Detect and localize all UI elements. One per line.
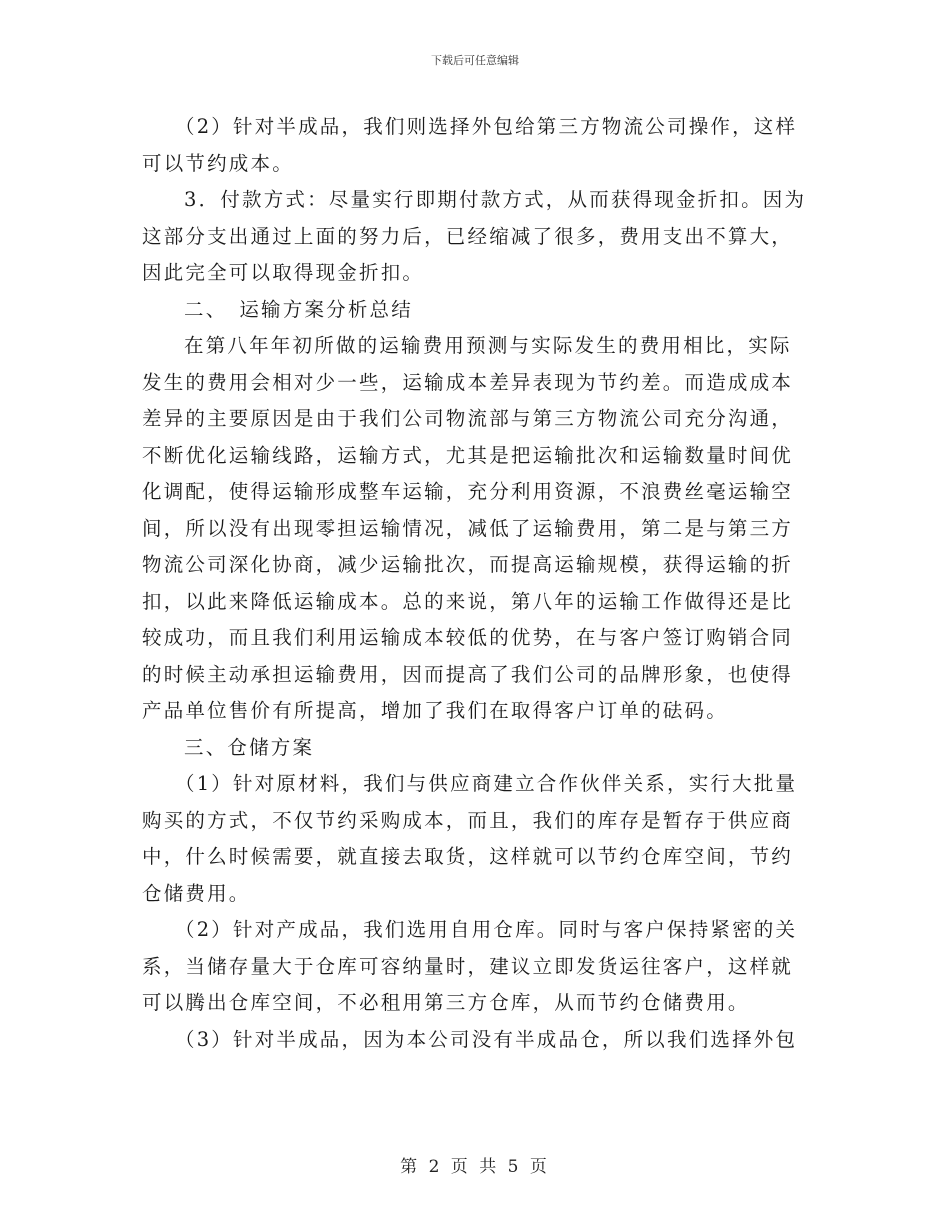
paragraph-line: （1）针对原材料，我们与供应商建立合作伙伴关系，实行大批量 <box>175 772 798 795</box>
paragraph-line: 的时候主动承担运输费用，因而提高了我们公司的品牌形象，也使得 <box>142 662 794 686</box>
paragraph-line: （3）针对半成品，因为本公司没有半成品仓，所以我们选择外包 <box>175 1027 798 1051</box>
paragraph-line: （2）针对产成品，我们选用自用仓库。同时与客户保持紧密的关 <box>175 918 798 941</box>
page-footer: 第 2 页 共 5 页 <box>400 1157 550 1177</box>
section-heading: 二、 运输方案分析总结 <box>184 297 413 321</box>
paragraph-line: 因此完全可以取得现金折扣。 <box>142 261 425 284</box>
paragraph-line: 可以腾出仓库空间，不必租用第三方仓库，从而节约仓储费用。 <box>142 991 750 1014</box>
paragraph-line: 间，所以没有出现零担运输情况，减低了运输费用，第二是与第三方 <box>142 516 794 540</box>
paragraph-line: 差异的主要原因是由于我们公司物流部与第三方物流公司充分沟通， <box>142 407 794 430</box>
paragraph-line: 系，当储存量大于仓库可容纳量时，建议立即发货运往客户，这样就 <box>142 954 794 978</box>
paragraph-line: 物流公司深化协商，减少运输批次，而提高运输规模，获得运输的折 <box>142 553 794 576</box>
paragraph-line: （2）针对半成品，我们则选择外包给第三方物流公司操作，这样 <box>175 115 798 138</box>
paragraph-line: 仓储费用。 <box>142 881 251 905</box>
paragraph-line: 这部分支出通过上面的努力后，已经缩减了很多，费用支出不算大， <box>142 224 794 248</box>
paragraph-line: 发生的费用会相对少一些，运输成本差异表现为节约差。而造成成本 <box>142 370 794 394</box>
paragraph-line: 产品单位售价有所提高，增加了我们在取得客户订单的砝码。 <box>142 699 728 722</box>
paragraph-line: 3．付款方式：尽量实行即期付款方式，从而获得现金折扣。因为 <box>184 188 807 211</box>
document-body <box>142 109 810 1058</box>
paragraph-line: 可以节约成本。 <box>142 151 294 175</box>
paragraph-line: 在第八年年初所做的运输费用预测与实际发生的费用相比，实际 <box>184 334 792 357</box>
page-header: 下载后可任意编辑 <box>431 54 519 67</box>
paragraph-line: 扣，以此来降低运输成本。总的来说，第八年的运输工作做得还是比 <box>142 589 794 613</box>
paragraph-line: 较成功，而且我们利用运输成本较低的优势，在与客户签订购销合同 <box>142 626 794 649</box>
paragraph-line: 中，什么时候需要，就直接去取货，这样就可以节约仓库空间，节约 <box>142 845 794 868</box>
paragraph-line: 不断优化运输线路，运输方式，尤其是把运输批次和运输数量时间优 <box>142 443 794 467</box>
paragraph-line: 购买的方式，不仅节约采购成本，而且，我们的库存是暂存于供应商 <box>142 808 794 832</box>
section-heading: 三、仓储方案 <box>184 735 315 759</box>
paragraph-line: 化调配，使得运输形成整车运输，充分利用资源，不浪费丝毫运输空 <box>142 480 794 503</box>
